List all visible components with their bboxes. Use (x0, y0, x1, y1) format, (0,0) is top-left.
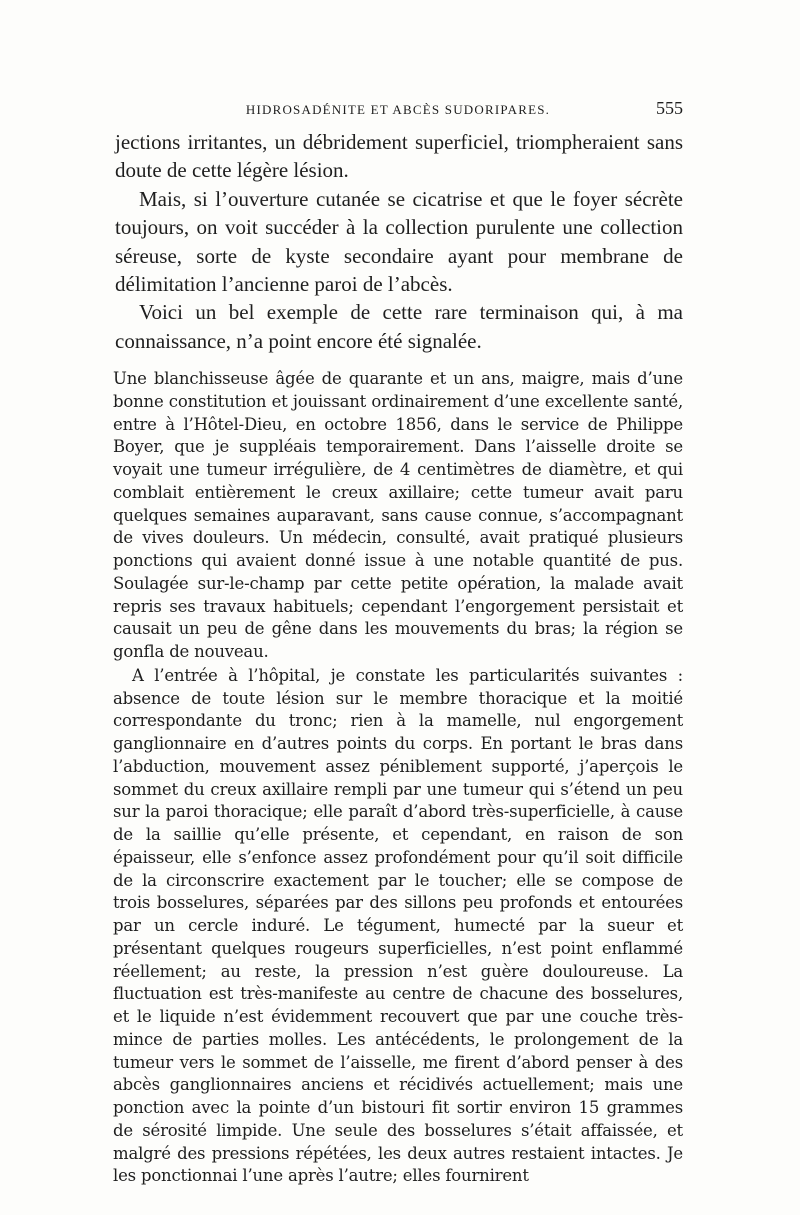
running-head (113, 98, 683, 122)
main-text (115, 128, 683, 355)
main-paragraph: jections irritantes, un débridement superficiel, triompheraient sans doute de cette légère lésion. (115, 130, 683, 183)
page-number: 555 (656, 98, 683, 118)
case-report-paragraph: Une blanchisseuse âgée de quarante et un ans, maigre, mais d’une bonne constitution et jouissant ordinairement d’une excellente santé, entre à l’Hôtel-Dieu, en octobre 1856, dans le service de Philippe Boyer, que je suppléais temporairement. Dans l’aisselle droite se voyait une tumeur irrégulière, de 4 centimètres de diamètre, et qui comblait entièrement le creux axillaire; cette tumeur avait paru quelques semaines auparavant, sans cause connue, s’accompagnant de vives douleurs. Un médecin, consulté, avait pratiqué plusieurs ponctions qui avaient donné issue à une notable quantité de pus. Soulagée sur-le-champ par cette petite opération, la malade avait repris ses travaux habituels; cependant l’engorgement persistait et causait un peu de gêne dans les mouvements du bras; la région se gonfla de nouveau. (113, 369, 683, 661)
case-report (113, 368, 683, 1188)
main-paragraph: Voici un bel exemple de cette rare terminaison qui, à ma connaissance, n’a point encore été signalée. (115, 300, 683, 353)
case-report-paragraph: A l’entrée à l’hôpital, je constate les particularités suivantes : absence de toute lésion sur le membre thoracique et la moitié correspondante du tronc; rien à la mamelle, nul engorgement ganglionnaire en d’autres points du corps. En portant le bras dans l’abduction, mouvement assez péniblement supporté, j’aperçois le sommet du creux axillaire rempli par une tumeur qui s’étend un peu sur la paroi thoracique; elle paraît d’abord très-superficielle, à cause de la saillie qu’elle présente, et cependant, en raison de son épaisseur, elle s’enfonce assez profondément pour qu’il soit difficile de la circonscrire exactement par le toucher; elle se compose de trois bosselures, séparées par des sillons peu profonds et entourées par un cercle induré. Le tégument, humecté par la sueur et présentant quelques rougeurs superficielles, n’est point enflammé réellement; au reste, la pression n’est guère douloureuse. La fluctuation est très-manifeste au centre de chacune des bosselures, et le liquide n’est évidemment recouvert que par une couche très-mince de parties molles. Les antécédents, le prolongement de la tumeur vers le sommet de l’aisselle, me firent d’abord penser à des abcès ganglionnaires anciens et récidivés actuellement; mais une ponction avec la pointe d’un bistouri fit sortir environ 15 grammes de sérosité limpide. Une seule des bosselures s’était affaissée, et malgré des pressions répétées, les deux autres restaient intactes. Je les ponctionnai l’une après l’autre; elles fournirent (113, 665, 683, 1186)
running-title: HIDROSADÉNITE ET ABCÈS SUDORIPARES. (245, 102, 551, 117)
main-paragraph: Mais, si l’ouverture cutanée se cicatrise et que le foyer sécrète toujours, on voit succéder à la collection purulente une collection séreuse, sorte de kyste secondaire ayant pour membrane de délimitation l’ancienne paroi de l’abcès. (115, 186, 683, 297)
